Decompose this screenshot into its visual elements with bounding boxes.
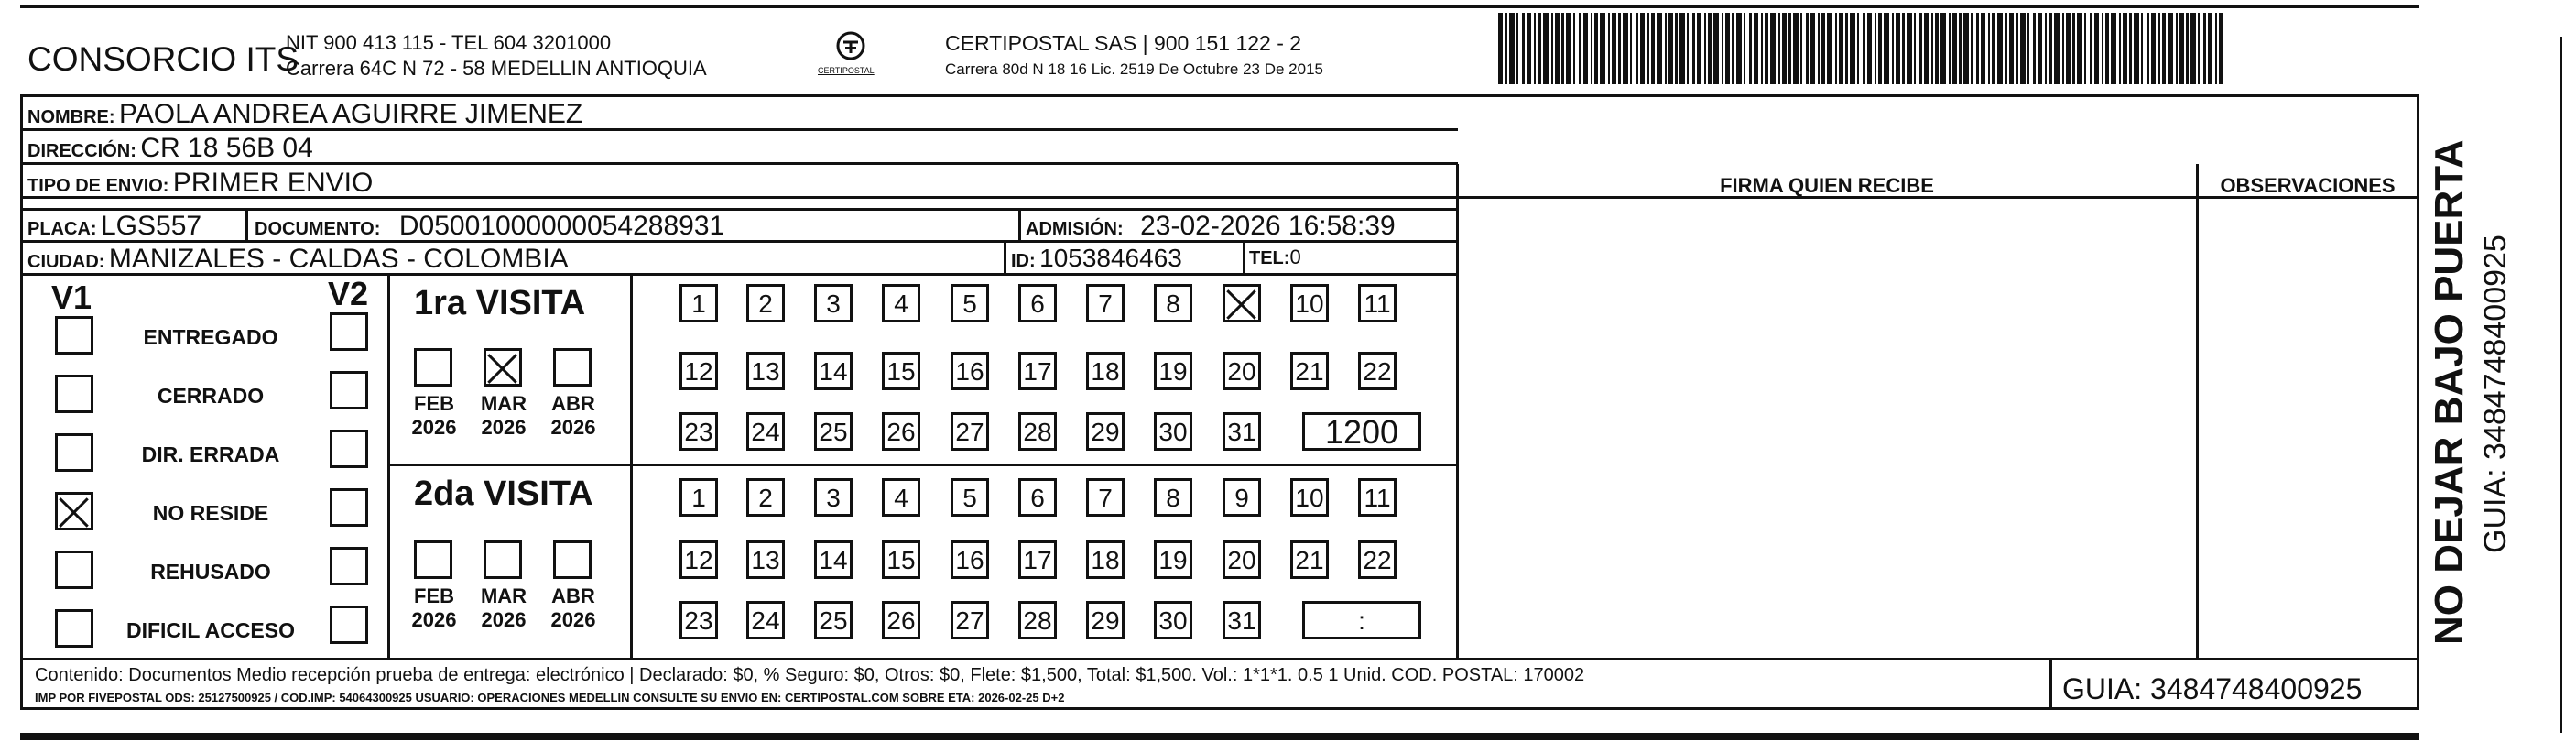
barcode-bar bbox=[1736, 13, 1742, 84]
barcode-bar bbox=[2049, 13, 2052, 84]
barcode-bar bbox=[1722, 13, 1723, 84]
barcode-bar bbox=[1875, 13, 1876, 84]
month-checkbox[interactable] bbox=[553, 540, 592, 579]
barcode-bar bbox=[2203, 13, 2206, 84]
month-label: MAR bbox=[480, 392, 527, 415]
day-box[interactable]: 18 bbox=[1086, 352, 1125, 390]
barcode-bar bbox=[1732, 13, 1734, 84]
nombre-value: PAOLA ANDREA AGUIRRE JIMENEZ bbox=[119, 99, 583, 129]
year-label: 2026 bbox=[481, 416, 527, 439]
day-box[interactable]: 23 bbox=[679, 412, 718, 451]
col-line bbox=[1243, 240, 1245, 273]
day-box[interactable]: 15 bbox=[882, 352, 920, 390]
barcode-bar bbox=[2147, 13, 2149, 84]
barcode-bar bbox=[1806, 13, 1809, 84]
barcode-bar bbox=[2111, 13, 2116, 84]
year-label: 2026 bbox=[411, 416, 457, 439]
barcode-bar bbox=[1818, 13, 1820, 84]
side-edge-line bbox=[2560, 37, 2562, 733]
col-line bbox=[1456, 164, 1459, 660]
barcode-bar bbox=[1914, 13, 1916, 84]
certipostal-logo bbox=[809, 29, 893, 82]
barcode-bar bbox=[1608, 13, 1610, 84]
barcode-bar bbox=[2009, 13, 2014, 84]
day-box[interactable]: 25 bbox=[814, 412, 853, 451]
barcode-bar bbox=[1988, 13, 1990, 84]
month-checkbox[interactable] bbox=[484, 348, 522, 387]
admision-value: 23-02-2026 16:58:39 bbox=[1140, 211, 1396, 241]
day-box[interactable]: 24 bbox=[746, 601, 785, 639]
barcode-bar bbox=[1675, 13, 1678, 84]
firma-quien-recibe-label: FIRMA QUIEN RECIBE bbox=[1720, 174, 1934, 197]
barcode-bar bbox=[1782, 13, 1787, 84]
month-label: MAR bbox=[480, 584, 527, 607]
barcode-bar bbox=[2198, 13, 2200, 84]
barcode-bar bbox=[1800, 13, 1802, 84]
day-box[interactable]: 22 bbox=[1358, 540, 1397, 579]
barcode-bar bbox=[1516, 13, 1518, 84]
barcode-bar bbox=[1657, 13, 1662, 84]
barcode-bar bbox=[2123, 13, 2127, 84]
barcode-bar bbox=[2162, 13, 2166, 84]
day-box[interactable]: 12 bbox=[679, 540, 718, 579]
barcode-bar bbox=[1788, 13, 1791, 84]
v2-status-checkbox[interactable] bbox=[330, 430, 368, 468]
company-info-1: NIT 900 413 115 - TEL 604 3201000 bbox=[286, 31, 612, 54]
placa-field: PLACA: LGS557 bbox=[27, 211, 202, 241]
certipostal-info-1: CERTIPOSTAL SAS | 900 151 122 - 2 bbox=[945, 31, 1302, 55]
v2-status-checkbox[interactable] bbox=[330, 606, 368, 644]
barcode-bar bbox=[1863, 13, 1865, 84]
status-label: DIFICIL ACCESO bbox=[125, 618, 295, 642]
status-label: REHUSADO bbox=[150, 560, 271, 584]
year-label: 2026 bbox=[550, 608, 596, 631]
barcode-bar bbox=[1713, 13, 1719, 84]
barcode-bar bbox=[1573, 13, 1575, 84]
barcode-bar bbox=[1579, 13, 1581, 84]
day-box[interactable]: 6 bbox=[1018, 478, 1057, 517]
day-box[interactable]: 18 bbox=[1086, 540, 1125, 579]
day-box[interactable]: 27 bbox=[951, 412, 989, 451]
day-box[interactable]: 13 bbox=[746, 352, 785, 390]
barcode-bar bbox=[2119, 13, 2121, 84]
day-box[interactable]: 16 bbox=[951, 352, 989, 390]
barcode-bar bbox=[1765, 13, 1768, 84]
v2-status-checkbox[interactable] bbox=[330, 488, 368, 527]
top-border bbox=[20, 5, 2419, 8]
barcode-bar bbox=[2090, 13, 2092, 84]
barcode-bar bbox=[1708, 13, 1712, 84]
month-label: FEB bbox=[414, 584, 454, 607]
day-box[interactable]: 15 bbox=[882, 540, 920, 579]
barcode-bar bbox=[2158, 13, 2160, 84]
barcode-bar bbox=[1623, 13, 1628, 84]
barcode-bar bbox=[2190, 13, 2196, 84]
barcode-bar bbox=[1612, 13, 1616, 84]
barcode-bar bbox=[2084, 13, 2086, 84]
barcode-bar bbox=[1827, 13, 1832, 84]
placa-value: LGS557 bbox=[101, 211, 202, 241]
barcode-bar bbox=[2045, 13, 2047, 84]
barcode-bar bbox=[1618, 13, 1621, 84]
day-box[interactable]: 19 bbox=[1154, 352, 1192, 390]
v1-status-checkbox[interactable] bbox=[55, 433, 93, 472]
day-box[interactable]: 7 bbox=[1086, 478, 1125, 517]
barcode-bar bbox=[2141, 13, 2143, 84]
barcode-bar bbox=[1668, 13, 1673, 84]
barcode-bar bbox=[1892, 13, 1894, 84]
status-label: CERRADO bbox=[157, 384, 265, 408]
barcode-bar bbox=[1744, 13, 1745, 84]
tel-value: 0 bbox=[1289, 246, 1301, 268]
day-box[interactable]: 10 bbox=[1290, 478, 1329, 517]
col-line bbox=[1004, 240, 1006, 273]
col-line bbox=[1018, 208, 1021, 241]
barcode-bar bbox=[2208, 13, 2212, 84]
barcode-bar bbox=[1725, 13, 1730, 84]
barcode-bar bbox=[1538, 13, 1541, 84]
logo-text: CERTIPOSTAL bbox=[818, 66, 875, 75]
month-checkbox[interactable] bbox=[484, 540, 522, 579]
day-box[interactable]: 5 bbox=[951, 284, 989, 322]
barcode-bar bbox=[1839, 13, 1843, 84]
barcode-bar bbox=[2094, 13, 2099, 84]
day-box[interactable]: 1 bbox=[679, 284, 718, 322]
day-box[interactable]: 24 bbox=[746, 412, 785, 451]
day-box[interactable]: 22 bbox=[1358, 352, 1397, 390]
v1-label: V1 bbox=[51, 278, 92, 316]
day-box[interactable]: 12 bbox=[679, 352, 718, 390]
col-line bbox=[387, 273, 390, 660]
barcode-bar bbox=[1761, 13, 1763, 84]
barcode-bar bbox=[1692, 13, 1695, 84]
year-label: 2026 bbox=[481, 608, 527, 631]
day-box[interactable]: 29 bbox=[1086, 601, 1125, 639]
barcode-bar bbox=[2168, 13, 2173, 84]
day-box[interactable]: 19 bbox=[1154, 540, 1192, 579]
barcode-bar bbox=[2186, 13, 2189, 84]
tipo-envio-row: TIPO DE ENVIO: PRIMER ENVIO bbox=[27, 168, 374, 198]
day-box[interactable]: 16 bbox=[951, 540, 989, 579]
barcode-bar bbox=[1907, 13, 1912, 84]
barcode-bar bbox=[2102, 13, 2103, 84]
barcode-bar bbox=[1697, 13, 1701, 84]
day-box[interactable]: 14 bbox=[814, 540, 853, 579]
status-label: ENTREGADO bbox=[143, 325, 278, 349]
no-dejar-bajo-puerta: NO DEJAR BAJO PUERTA bbox=[2427, 139, 2472, 645]
row-line bbox=[387, 464, 1457, 466]
col-line bbox=[2049, 658, 2052, 709]
barcode-bar bbox=[1850, 13, 1855, 84]
barcode-bar bbox=[1845, 13, 1848, 84]
barcode-bar bbox=[2179, 13, 2184, 84]
barcode-bar bbox=[1896, 13, 1900, 84]
day-box[interactable]: 23 bbox=[679, 601, 718, 639]
day-box[interactable]: 11 bbox=[1358, 478, 1397, 517]
barcode-bar bbox=[1997, 13, 2003, 84]
frame-line bbox=[2417, 94, 2419, 710]
v2-status-checkbox[interactable] bbox=[330, 547, 368, 585]
barcode-bar bbox=[1940, 13, 1946, 84]
ciudad-value: MANIZALES - CALDAS - COLOMBIA bbox=[108, 244, 569, 274]
admision-field: ADMISIÓN: 23-02-2026 16:58:39 bbox=[1026, 211, 1396, 241]
v1-status-checkbox[interactable] bbox=[55, 375, 93, 413]
side-guia: GUIA: 3484748400925 bbox=[2478, 235, 2513, 553]
documento-value: D05001000000054288931 bbox=[398, 211, 725, 241]
day-box[interactable]: 30 bbox=[1154, 601, 1192, 639]
day-box[interactable]: 20 bbox=[1223, 352, 1261, 390]
day-box[interactable]: 8 bbox=[1154, 478, 1192, 517]
day-box[interactable]: 28 bbox=[1018, 601, 1057, 639]
day-box[interactable]: 21 bbox=[1290, 540, 1329, 579]
ciudad-field: CIUDAD: MANIZALES - CALDAS - COLOMBIA bbox=[27, 244, 569, 274]
barcode-bar bbox=[2020, 13, 2026, 84]
barcode-bar bbox=[1884, 13, 1889, 84]
month-label: ABR bbox=[551, 392, 595, 415]
barcode-bar bbox=[1770, 13, 1776, 84]
day-box[interactable]: 30 bbox=[1154, 412, 1192, 451]
barcode-bar bbox=[2005, 13, 2007, 84]
day-box[interactable]: 9 bbox=[1223, 478, 1261, 517]
barcode-bar bbox=[1636, 13, 1638, 84]
day-box[interactable]: 7 bbox=[1086, 284, 1125, 322]
barcode-bar bbox=[1793, 13, 1799, 84]
day-box[interactable]: 8 bbox=[1154, 284, 1192, 322]
id-value: 1053846463 bbox=[1039, 244, 1182, 272]
certipostal-info-2: Carrera 80d N 18 16 Lic. 2519 De Octubre 23 De 2015 bbox=[945, 60, 1323, 78]
day-box[interactable]: 10 bbox=[1290, 284, 1329, 322]
day-box[interactable]: 31 bbox=[1223, 601, 1261, 639]
barcode-bar bbox=[1902, 13, 1905, 84]
direccion-row: DIRECCIÓN: CR 18 56B 04 bbox=[27, 133, 313, 163]
barcode-bar bbox=[1498, 13, 1503, 84]
barcode-bar bbox=[1630, 13, 1632, 84]
barcode-bar bbox=[1949, 13, 1951, 84]
barcode-bar bbox=[2129, 13, 2132, 84]
day-box[interactable]: 29 bbox=[1086, 412, 1125, 451]
time-box[interactable]: : bbox=[1302, 601, 1421, 639]
col-line bbox=[2196, 164, 2199, 660]
barcode-bar bbox=[1591, 13, 1592, 84]
v1-status-checkbox[interactable] bbox=[55, 551, 93, 589]
barcode-bar bbox=[1754, 13, 1758, 84]
frame-line bbox=[20, 707, 2419, 710]
day-box[interactable]: 25 bbox=[814, 601, 853, 639]
v2-status-checkbox[interactable] bbox=[330, 371, 368, 409]
bottom-thick-border bbox=[20, 733, 2419, 740]
footer-print-line: IMP POR FIVEPOSTAL ODS: 25127500925 / COD.IMP: 54064300925 USUARIO: OPERACIONES MEDELLIN CONSULTE SU ENVIO EN: CERTIPOSTAL.COM SOBRE ETA: 2026-02-25 D+2 bbox=[35, 691, 1065, 704]
barcode-bar bbox=[2219, 13, 2223, 84]
nombre-row: NOMBRE: PAOLA ANDREA AGUIRRE JIMENEZ bbox=[27, 99, 583, 129]
barcode-bar bbox=[1509, 13, 1515, 84]
day-box[interactable]: 17 bbox=[1018, 352, 1057, 390]
barcode-bar bbox=[1522, 13, 1525, 84]
observaciones-label: OBSERVACIONES bbox=[2220, 174, 2396, 197]
barcode-bar bbox=[1505, 13, 1507, 84]
barcode-bar bbox=[2062, 13, 2064, 84]
day-box[interactable]: 14 bbox=[814, 352, 853, 390]
day-box[interactable]: 5 bbox=[951, 478, 989, 517]
direccion-value: CR 18 56B 04 bbox=[140, 133, 313, 163]
day-box[interactable]: 2 bbox=[746, 478, 785, 517]
barcode-bar bbox=[1651, 13, 1655, 84]
barcode-bar bbox=[1976, 13, 1979, 84]
day-box[interactable]: 11 bbox=[1358, 284, 1397, 322]
day-box[interactable]: 3 bbox=[814, 284, 853, 322]
barcode-bar bbox=[1878, 13, 1882, 84]
barcode-bar bbox=[1924, 13, 1929, 84]
v2-label: V2 bbox=[328, 275, 369, 312]
frame-line bbox=[20, 94, 2419, 97]
barcode-bar bbox=[1810, 13, 1815, 84]
barcode-bar bbox=[2016, 13, 2018, 84]
frame-line bbox=[20, 94, 23, 710]
second-visit-title: 2da VISITA bbox=[414, 475, 593, 513]
barcode-bar bbox=[2027, 13, 2029, 84]
day-box[interactable]: 28 bbox=[1018, 412, 1057, 451]
barcode-bar bbox=[1981, 13, 1985, 84]
barcode-bar bbox=[1857, 13, 1859, 84]
day-box[interactable]: 26 bbox=[882, 601, 920, 639]
barcode-bar bbox=[1867, 13, 1872, 84]
day-box[interactable]: 1 bbox=[679, 478, 718, 517]
day-box[interactable]: 4 bbox=[882, 478, 920, 517]
footer-guia: GUIA: 3484748400925 bbox=[2062, 672, 2363, 705]
footer-content-line: Contenido: Documentos Medio recepción prueba de entrega: electrónico | Declarado: $0, % Seguro: $0, Otros: $0, Flete: $1,500, Total: $1,500. Vol.: 1*1*1. 0.5 1 Unid. COD. POSTAL: 170002 bbox=[35, 665, 1585, 685]
barcode-bar bbox=[2072, 13, 2075, 84]
barcode-bar bbox=[1963, 13, 1969, 84]
barcode-bar bbox=[1594, 13, 1598, 84]
v2-status-checkbox[interactable] bbox=[330, 312, 368, 351]
barcode-bar bbox=[2151, 13, 2156, 84]
day-box[interactable]: 21 bbox=[1290, 352, 1329, 390]
barcode-bar bbox=[1551, 13, 1553, 84]
barcode-bar bbox=[1679, 13, 1685, 84]
barcode-bar bbox=[1931, 13, 1933, 84]
barcode-bar bbox=[2105, 13, 2109, 84]
barcode-bar bbox=[1835, 13, 1837, 84]
company-info-2: Carrera 64C N 72 - 58 MEDELLIN ANTIOQUIA bbox=[286, 57, 707, 80]
month-checkbox[interactable] bbox=[414, 348, 452, 387]
day-box[interactable]: 31 bbox=[1223, 412, 1261, 451]
v1-status-checkbox[interactable] bbox=[55, 316, 93, 355]
day-box[interactable]: 6 bbox=[1018, 284, 1057, 322]
company-name: CONSORCIO ITS bbox=[27, 40, 299, 78]
barcode-bar bbox=[1778, 13, 1780, 84]
barcode-bar bbox=[1952, 13, 1957, 84]
first-visit-title: 1ra VISITA bbox=[414, 284, 586, 322]
barcode-bar bbox=[1527, 13, 1531, 84]
barcode-bar bbox=[1534, 13, 1536, 84]
row-line bbox=[20, 658, 2419, 660]
day-box[interactable]: 27 bbox=[951, 601, 989, 639]
day-box[interactable]: 26 bbox=[882, 412, 920, 451]
day-box[interactable]: 20 bbox=[1223, 540, 1261, 579]
day-box[interactable]: 17 bbox=[1018, 540, 1057, 579]
barcode-bar bbox=[1640, 13, 1645, 84]
barcode-bar bbox=[1687, 13, 1689, 84]
month-label: ABR bbox=[551, 584, 595, 607]
barcode-bar bbox=[1919, 13, 1922, 84]
day-box[interactable] bbox=[1223, 284, 1261, 322]
barcode-bar bbox=[1543, 13, 1549, 84]
barcode-bar bbox=[1992, 13, 1995, 84]
v1-status-checkbox[interactable] bbox=[55, 609, 93, 648]
tipo-envio-value: PRIMER ENVIO bbox=[172, 168, 374, 198]
barcode-bar bbox=[2215, 13, 2217, 84]
id-field: ID: 1053846463 bbox=[1011, 244, 1182, 272]
barcode-bar bbox=[1561, 13, 1564, 84]
day-box[interactable]: 3 bbox=[814, 478, 853, 517]
day-box[interactable]: 4 bbox=[882, 284, 920, 322]
barcode-bar bbox=[2134, 13, 2139, 84]
time-box[interactable]: 1200 bbox=[1302, 412, 1421, 451]
barcode-bar bbox=[1704, 13, 1706, 84]
barcode-bar bbox=[2038, 13, 2042, 84]
month-label: FEB bbox=[414, 392, 454, 415]
year-label: 2026 bbox=[550, 416, 596, 439]
day-box[interactable]: 2 bbox=[746, 284, 785, 322]
month-checkbox[interactable] bbox=[414, 540, 452, 579]
col-line bbox=[630, 273, 633, 660]
barcode-bar bbox=[1566, 13, 1571, 84]
barcode-bar bbox=[2054, 13, 2060, 84]
day-box[interactable]: 13 bbox=[746, 540, 785, 579]
v1-status-checkbox[interactable] bbox=[55, 492, 93, 530]
barcode-bar bbox=[1647, 13, 1649, 84]
barcode-bar bbox=[1935, 13, 1939, 84]
status-label: DIR. ERRADA bbox=[141, 442, 280, 466]
barcode-bar bbox=[2033, 13, 2036, 84]
tel-field: TEL:0 bbox=[1249, 246, 1301, 268]
month-checkbox[interactable] bbox=[553, 348, 592, 387]
documento-field: DOCUMENTO: D05001000000054288931 bbox=[255, 211, 725, 241]
barcode-bar bbox=[2066, 13, 2071, 84]
barcode-bar bbox=[1600, 13, 1605, 84]
barcode bbox=[1498, 13, 2226, 86]
barcode-bar bbox=[2176, 13, 2178, 84]
barcode-bar bbox=[1959, 13, 1962, 84]
barcode-bar bbox=[1583, 13, 1588, 84]
barcode-bar bbox=[1665, 13, 1667, 84]
barcode-bar bbox=[1821, 13, 1825, 84]
status-label: NO RESIDE bbox=[152, 501, 269, 525]
year-label: 2026 bbox=[411, 608, 457, 631]
barcode-bar bbox=[1749, 13, 1752, 84]
barcode-bar bbox=[1971, 13, 1973, 84]
col-line bbox=[245, 208, 248, 241]
barcode-bar bbox=[2077, 13, 2082, 84]
barcode-bar bbox=[1555, 13, 1560, 84]
